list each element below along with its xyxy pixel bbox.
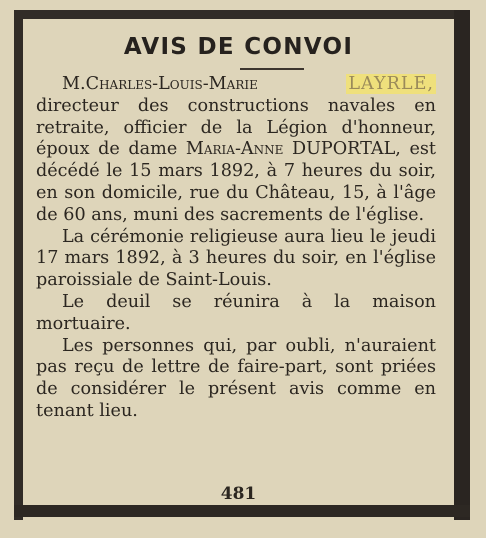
notice-body xyxy=(36,74,436,423)
paragraph-notice: Les personnes qui, par oubli, n'auraient pas reçu de lettre de faire-part, sont priées de considérer le présent avis comme en tenant lieu. xyxy=(36,335,436,421)
black-border-top xyxy=(14,10,470,19)
black-border-left xyxy=(14,10,23,520)
paragraph-ceremony: La cérémonie religieuse aura lieu le jeudi 17 mars 1892, à 3 heures du soir, en l'église paroissiale de Saint-Louis. xyxy=(36,226,436,291)
spouse-given-names: Maria-Anne xyxy=(185,139,284,160)
deceased-given-names: M.Charles-Louis-Marie xyxy=(62,74,347,94)
paragraph-deceased-text: directeur des constructions navales en retraite, officier de la Légion d'honneur, époux de dame xyxy=(36,95,436,160)
page-number: 481 xyxy=(220,484,257,504)
paragraph-mourning: Le deuil se réunira à la maison mortuaire. xyxy=(36,291,436,334)
paragraph-deceased-text-2: DUPORTAL, est décédé le 15 mars 1892, à 7 heures du soir, en son domicile, rue du Château, 15, à l'âge de 60 ans, muni des sacrements de l'église. xyxy=(36,139,436,225)
paragraph-deceased xyxy=(36,74,436,227)
notice-title: AVIS DE CONVOI xyxy=(123,34,354,60)
highlighted-surname: LAYRLE, xyxy=(348,74,434,94)
title-rule xyxy=(240,68,304,70)
black-border-bottom xyxy=(14,505,470,517)
black-border-right xyxy=(454,10,470,520)
